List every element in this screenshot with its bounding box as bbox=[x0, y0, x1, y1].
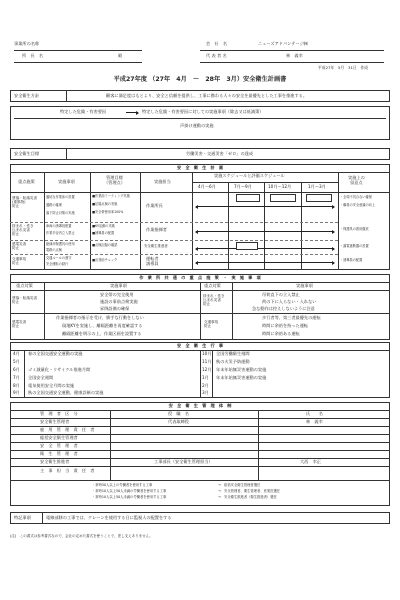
plan-row-2-item-2: 作業半径内立入禁止 bbox=[46, 231, 75, 235]
plan-row-1-focus: 墜落・転落災害 (重篤物) 防止 bbox=[12, 196, 38, 209]
representative-label: 代 表 者 名 bbox=[206, 53, 227, 58]
org-note-right-1: → 総括安全衛生管理者選任 bbox=[218, 483, 261, 487]
site-row-2-focus-2: 交通事故 防止 bbox=[204, 320, 219, 329]
danger-left-label: 特定した危険・有害要因 bbox=[60, 109, 107, 114]
site-row-1-item-3: 昇降設備の確保 bbox=[100, 306, 130, 311]
org-note-right-3: → 安全衛生推進者（衛生推進者）選任 bbox=[218, 495, 277, 499]
plan-row-3-schedule-arrow bbox=[196, 248, 334, 249]
site-measures-title: 作 業 所 共 通 の 重 点 施 策 ・ 実 施 事 項 bbox=[139, 275, 261, 280]
plan-header-item: 実施事項 bbox=[58, 179, 75, 184]
plan-row-3-owner: 安全衛生推進者 bbox=[144, 244, 168, 248]
event-right-5-month: 2月 bbox=[202, 383, 209, 388]
org-row-8-role: 主 事 担 当 責 任 者 bbox=[40, 468, 95, 473]
org-note-left-1: ・常時50人以上の労働者を使用する工事 bbox=[92, 483, 153, 487]
org-row-2-position: 代表取締役 bbox=[168, 419, 189, 424]
org-row-2-name: 林 義幸 bbox=[306, 419, 323, 424]
event-left-4-month: 7月 bbox=[13, 375, 20, 380]
event-left-1-text: 春の全国交通安全運動の実施 bbox=[28, 351, 83, 356]
event-right-4-text: 年末年始無災害運動の実施 bbox=[216, 375, 267, 380]
site-row-2-item2-3: 時間に余裕ある運転 bbox=[262, 331, 300, 336]
site-row-2-item-1: 作業指揮者の指示を受け、勝手な行動をしない bbox=[56, 315, 144, 320]
plan-row-1-schedule-arrow bbox=[196, 206, 334, 207]
site-row-2-item2-2: 時間に余裕を持った運転 bbox=[262, 323, 309, 328]
site-row-1-focus: 墜落・転落災害 防止 bbox=[12, 296, 38, 305]
site-row-2-item-3: 離隔距離を明示の上、作業区画を設置する bbox=[62, 331, 142, 336]
event-left-6-text: 秋の全国交通安全運動、健康診断の実施 bbox=[28, 390, 104, 395]
org-row-1-role: 管 理 者 区 分 bbox=[40, 411, 78, 416]
plan-row-4-owner: 運転者 誘導員 bbox=[146, 256, 159, 266]
org-row-1-position: 役 職 名 bbox=[168, 411, 189, 416]
org-row-7-position: 工事部長（安全衛生管理担当） bbox=[154, 459, 213, 464]
plan-title: 安 全 衛 生 計 画 bbox=[176, 165, 224, 170]
event-left-1-month: 4月 bbox=[13, 351, 20, 356]
plan-row-3-focus: 感電災害 防止 bbox=[12, 242, 27, 251]
org-row-2-role: 安全衛生管理者 bbox=[40, 419, 70, 424]
company-label: 事業所の名称 bbox=[14, 41, 40, 46]
plan-row-4-item-2: 安全運転の励行 bbox=[46, 262, 69, 266]
event-left-3-month: 6月 bbox=[13, 367, 20, 372]
plan-row-4-target-1: ■出発前チェック bbox=[92, 258, 118, 262]
plan-header-evaluation: 実施上の 留意点 bbox=[348, 175, 365, 185]
site-row-1-item2-1: 吊荷直下の立入禁止 bbox=[262, 292, 300, 297]
plan-header-owner: 実施担当 bbox=[154, 179, 171, 184]
org-row-4-role: 総括安全衛生管理者 bbox=[40, 435, 78, 440]
plan-row-2-target-1: ■KY活動の実施 bbox=[92, 224, 115, 228]
org-row-7-role: 安全衛生推進者 bbox=[40, 459, 70, 464]
recipient-name: ニューズアドバンテージ㈱ bbox=[258, 41, 308, 46]
plan-row-1-owner: 作業所長 bbox=[146, 203, 163, 208]
plan-row-3-target-1: ■点検記録の確認 bbox=[92, 243, 118, 247]
site-row-1-item-2: 施設の事前点検実施 bbox=[100, 299, 138, 304]
representative-name: 林 義幸 bbox=[286, 53, 303, 58]
month-q1: 4月〜6月 bbox=[198, 184, 216, 189]
event-left-5-text: 電気使用安全月間の実施 bbox=[28, 383, 75, 388]
plan-row-1-note-1: ・全周不具合ない確保 bbox=[340, 195, 372, 199]
event-right-1-text: 全国労働衛生週間 bbox=[216, 351, 250, 356]
site-row-1-item2-2: 荷の下に入らない・入れない bbox=[262, 299, 317, 304]
month-q3: 10月〜12月 bbox=[268, 184, 292, 189]
event-right-2-month: 11月 bbox=[202, 359, 212, 364]
document-title: 平成27年度 （27年 4月 ～ 28年 3月）安全衛生計画書 bbox=[113, 76, 287, 83]
org-row-7-name: 大西 幸正 bbox=[300, 459, 321, 464]
event-left-5-month: 8月 bbox=[13, 383, 20, 388]
plan-row-1-note-2: ・職員の安全意識の向上 bbox=[340, 203, 376, 207]
plan-row-3-note-1: ・漏電遮断器の設置 bbox=[340, 244, 369, 248]
event-left-2-month: 5月 bbox=[13, 359, 20, 364]
org-note-right-2: → 安全管理者、衛生管理者、産業医選任 bbox=[218, 489, 281, 493]
special-text: 電線部移の工事では、クレーンを使用する日に監視人の配置をする bbox=[46, 515, 172, 520]
site-row-1-item-1: 安全帯の完全使用 bbox=[100, 292, 134, 297]
site-row-1-item2-3: 急な動作は控えしないように注意 bbox=[252, 306, 315, 311]
plan-row-3-item-1: 絶縁用保護具の使用 bbox=[46, 242, 75, 246]
event-right-2-text: 秋の火災予防運動 bbox=[216, 359, 250, 364]
site-row-2-focus: 感電災害 防止 bbox=[12, 320, 27, 329]
org-row-6-role: 衛 生 管 理 者 bbox=[40, 451, 78, 456]
plan-row-2-target-2: ■誘導員の配置 bbox=[92, 231, 115, 235]
site-row-2-item-2: 現地KYを実施し、離隔距離を再度確認する bbox=[62, 323, 143, 328]
org-note-left-2: ・常時10人以上50人未満の労働者を使用する工事 bbox=[92, 489, 167, 493]
org-row-1-name: 氏 名 bbox=[306, 411, 323, 416]
event-right-1-month: 10月 bbox=[202, 351, 212, 356]
plan-row-1-item-1: 適切な作業床の設置 bbox=[46, 195, 75, 199]
plan-row-2-owner: 作業指揮者 bbox=[146, 227, 167, 232]
plan-row-3-item-2: 電路の点検 bbox=[46, 248, 62, 252]
month-q2: 7月〜9月 bbox=[234, 184, 252, 189]
to-suffix: 殿 bbox=[118, 53, 123, 58]
special-label: 特記事項 bbox=[14, 515, 31, 520]
recipient-label: 会 社 名 bbox=[206, 41, 227, 46]
org-note-left-3: ・常時10人以上50人未満の労働者を使用する工事 bbox=[92, 495, 167, 499]
plan-row-4-focus: 交通事故 防止 bbox=[12, 257, 27, 266]
site-row-1-focus-2: 挟まれ・巻き 込まれ災害 防止 bbox=[203, 294, 225, 307]
plan-row-2-schedule-arrow bbox=[196, 231, 334, 232]
org-title: 安 全 衛 生 管 理 体 制 bbox=[168, 403, 232, 408]
event-right-3-month: 12月 bbox=[202, 367, 212, 372]
plan-row-4-item-1: 交通ルールの遵守 bbox=[46, 256, 72, 260]
site-header-item-2: 実施事項 bbox=[296, 283, 313, 288]
plan-row-2-note-1: ・保護具の着用徹底 bbox=[340, 227, 369, 231]
plan-header-focus: 重点施策 bbox=[18, 179, 35, 184]
event-right-6-month: 3月 bbox=[202, 390, 209, 395]
document-date: 平成27年 5月 31日 作成 bbox=[318, 65, 369, 70]
footer-note: (注) この書式は参考書式なので、会社の定めた書式を使うことで、差し支えありません。 bbox=[10, 534, 153, 538]
plan-row-4-schedule-arrow bbox=[196, 262, 334, 263]
site-row-2-item2-1: 歩行者等、第三者最優先の運転 bbox=[262, 315, 321, 320]
event-left-6-month: 9月 bbox=[13, 390, 20, 395]
policy-text: 顧客に満足度はもとより、安全と信頼を提供し、工事に携わる人々の安全を最優先とした工事を推進する。 bbox=[106, 93, 308, 98]
site-header-item: 実施事項 bbox=[110, 283, 127, 288]
plan-row-2-item-1: 車両の誘導員配置 bbox=[46, 224, 72, 228]
plan-header-schedule: 実施スケジュールと評価スケジュール bbox=[214, 173, 285, 178]
events-title: 安 全 衛 生 行 事 bbox=[176, 343, 224, 348]
plan-row-1-item-2: 通路の確保 bbox=[46, 203, 62, 207]
event-right-3-text: 年末年始無災害運動の実施 bbox=[216, 367, 267, 372]
month-q4: 1月〜3月 bbox=[308, 184, 326, 189]
plan-row-1-target-3: ■安全帯使用率100% bbox=[92, 210, 124, 214]
plan-row-1-item-3: 落下防止対策の実施 bbox=[46, 211, 75, 215]
policy-label: 安全衛生方針 bbox=[14, 93, 40, 98]
goal-text: 労働災害・交通災害「ゼロ」の達成 bbox=[186, 151, 254, 156]
org-row-5-role: 安 全 管 理 者 bbox=[40, 443, 78, 448]
plan-row-2-focus: 挟まれ・巻き 込まれ災害 防止 bbox=[12, 224, 34, 237]
site-header-focus: 重点対策 bbox=[16, 283, 33, 288]
plan-row-4-note-1: ・誘導員の配置 bbox=[340, 258, 363, 262]
danger-text: 声掛け運動の実施 bbox=[180, 123, 214, 128]
event-right-4-month: 1月 bbox=[202, 375, 209, 380]
goal-label: 安全衛生目標 bbox=[14, 151, 40, 156]
site-header-focus-2: 重点対策 bbox=[204, 283, 221, 288]
org-row-3-role: 雇 用 管 理 責 任 者 bbox=[40, 427, 95, 432]
plan-header-target: 管理目標 （管理点） bbox=[104, 175, 125, 185]
address-label: 所 長 名 bbox=[22, 53, 43, 58]
plan-row-1-target-2: ■足場点検の実施 bbox=[92, 202, 118, 206]
event-left-4-text: 全国安全週間 bbox=[28, 375, 54, 380]
danger-arrow-text: 特定した危険・有害要因に対しての実施事項（除去又は低減策） bbox=[142, 109, 264, 114]
plan-row-1-target-1: ■作業前ミーティング実施 bbox=[92, 194, 130, 198]
event-left-3-text: ゴミ減量化・リサイクル推進月間 bbox=[28, 367, 91, 372]
